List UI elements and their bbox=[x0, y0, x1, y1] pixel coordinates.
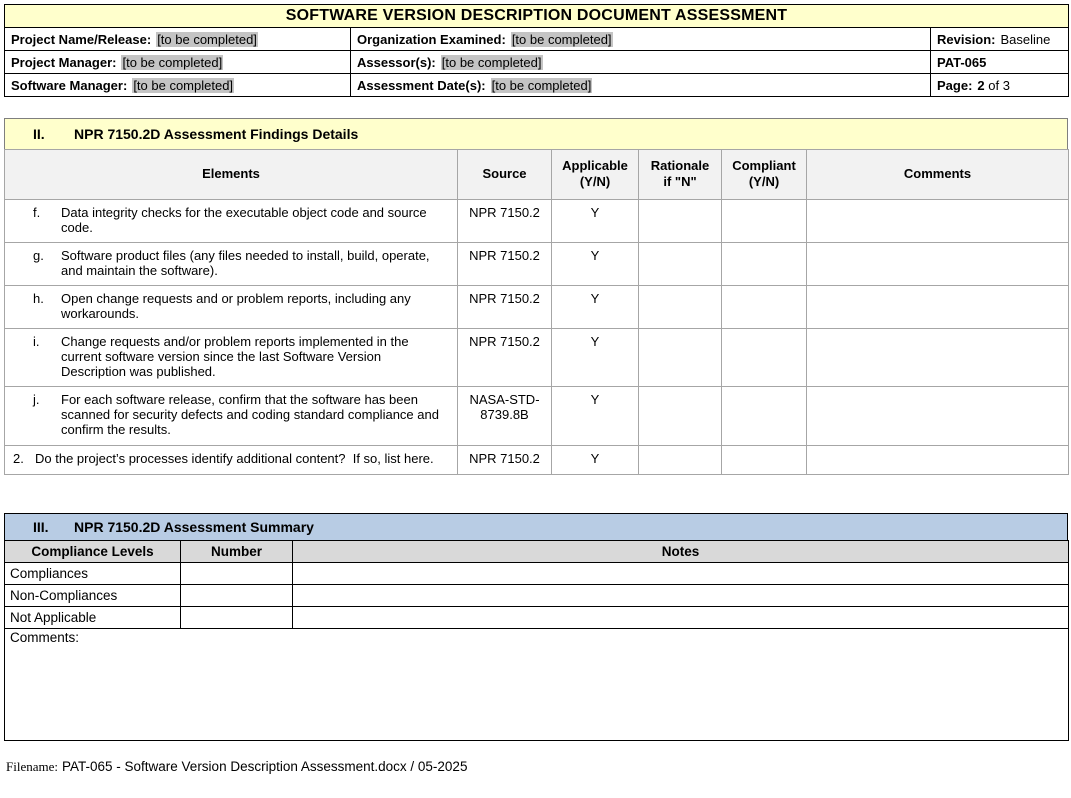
applicable-cell: Y bbox=[552, 199, 639, 242]
revision-label: Revision: bbox=[937, 31, 996, 47]
summary-comments-row bbox=[5, 629, 1069, 741]
element-cell bbox=[5, 242, 458, 285]
info-row-1 bbox=[5, 28, 1069, 51]
findings-row-2 bbox=[5, 445, 1069, 474]
title-bar bbox=[5, 5, 1069, 28]
page-title: SOFTWARE VERSION DESCRIPTION DOCUMENT ASSESSMENT bbox=[285, 7, 788, 24]
col-comments: Comments bbox=[807, 149, 1069, 199]
applicable-cell: Y bbox=[552, 445, 639, 474]
revision-cell bbox=[931, 28, 1069, 51]
col-applicable: Applicable (Y/N) bbox=[552, 149, 639, 199]
page-label: Page: bbox=[937, 77, 973, 93]
section-3-summary bbox=[4, 513, 1068, 742]
source-cell: NPR 7150.2 bbox=[458, 445, 552, 474]
section-3-header-bar bbox=[4, 513, 1068, 542]
findings-row-j bbox=[5, 386, 1069, 445]
findings-row-f bbox=[5, 199, 1069, 242]
col-elements: Elements bbox=[5, 149, 458, 199]
summary-row-non-compliances bbox=[5, 585, 1069, 607]
compliant-cell[interactable] bbox=[722, 445, 807, 474]
element-text: Change requests and/or problem reports implemented in the current software version since the last Software Version Description was published. bbox=[61, 333, 413, 380]
rationale-cell[interactable] bbox=[639, 445, 722, 474]
element-text: Software product files (any files needed to install, build, operate, and maintain the software). bbox=[61, 247, 434, 278]
element-text: Do the project’s processes identify additional content? If so, list here. bbox=[35, 450, 434, 466]
page-footer bbox=[4, 758, 1068, 776]
findings-header-row bbox=[5, 149, 1069, 199]
info-row-2 bbox=[5, 51, 1069, 74]
comments-cell[interactable] bbox=[807, 445, 1069, 474]
compliant-cell[interactable] bbox=[722, 199, 807, 242]
number-cell[interactable] bbox=[181, 563, 293, 585]
element-marker: 2. bbox=[13, 450, 24, 466]
page-cell bbox=[931, 74, 1069, 97]
source-cell: NASA-STD-8739.8B bbox=[458, 386, 552, 445]
filename-text: PAT-065 - Software Version Description Assessment.docx / 05-2025 bbox=[62, 759, 468, 775]
element-text: Data integrity checks for the executable object code and source code. bbox=[61, 204, 431, 235]
software-manager-label: Software Manager: bbox=[11, 77, 128, 93]
number-cell[interactable] bbox=[181, 607, 293, 629]
number-cell[interactable] bbox=[181, 585, 293, 607]
project-name-placeholder[interactable]: [to be completed] bbox=[157, 31, 257, 47]
compliant-cell[interactable] bbox=[722, 386, 807, 445]
assessment-date-label: Assessment Date(s): bbox=[357, 77, 486, 93]
organization-placeholder[interactable]: [to be completed] bbox=[511, 31, 612, 47]
page-of: of 3 bbox=[988, 77, 1010, 93]
rationale-cell[interactable] bbox=[639, 328, 722, 386]
page-number: 2 bbox=[977, 77, 985, 93]
element-marker: j. bbox=[33, 391, 40, 407]
compliant-cell[interactable] bbox=[722, 242, 807, 285]
applicable-cell: Y bbox=[552, 386, 639, 445]
rationale-cell[interactable] bbox=[639, 386, 722, 445]
findings-table bbox=[4, 149, 1069, 475]
col-compliance-levels: Compliance Levels bbox=[5, 541, 181, 563]
comments-cell[interactable] bbox=[807, 386, 1069, 445]
software-manager-cell bbox=[5, 74, 351, 97]
element-cell bbox=[5, 386, 458, 445]
rationale-cell[interactable] bbox=[639, 242, 722, 285]
source-cell: NPR 7150.2 bbox=[458, 199, 552, 242]
summary-row-not-applicable bbox=[5, 607, 1069, 629]
source-cell: NPR 7150.2 bbox=[458, 242, 552, 285]
project-name-cell bbox=[5, 28, 351, 51]
rationale-cell[interactable] bbox=[639, 199, 722, 242]
rationale-cell[interactable] bbox=[639, 285, 722, 328]
comments-cell[interactable] bbox=[807, 285, 1069, 328]
col-compliant: Compliant (Y/N) bbox=[722, 149, 807, 199]
section-2-header-bar bbox=[4, 118, 1068, 150]
filename-label: Filename: bbox=[6, 759, 58, 775]
pat-id: PAT-065 bbox=[937, 54, 987, 70]
summary-header-row bbox=[5, 541, 1069, 563]
info-row-3 bbox=[5, 74, 1069, 97]
assessor-cell bbox=[351, 51, 931, 74]
findings-row-h bbox=[5, 285, 1069, 328]
compliance-level-label: Non-Compliances bbox=[5, 585, 181, 607]
revision-value: Baseline bbox=[1000, 31, 1051, 47]
findings-row-g bbox=[5, 242, 1069, 285]
assessor-placeholder[interactable]: [to be completed] bbox=[441, 54, 542, 70]
organization-label: Organization Examined: bbox=[357, 31, 506, 47]
element-cell bbox=[5, 328, 458, 386]
organization-cell bbox=[351, 28, 931, 51]
compliance-level-label: Compliances bbox=[5, 563, 181, 585]
assessor-label: Assessor(s): bbox=[357, 54, 436, 70]
header-info-table bbox=[4, 4, 1069, 97]
project-manager-cell bbox=[5, 51, 351, 74]
summary-table bbox=[4, 540, 1069, 741]
assessment-date-placeholder[interactable]: [to be completed] bbox=[491, 77, 592, 93]
section-3-title: NPR 7150.2D Assessment Summary bbox=[74, 519, 314, 536]
element-marker: h. bbox=[33, 290, 44, 306]
element-text: For each software release, confirm that the software has been scanned for security defects and coding standard compliance and confirm the results. bbox=[61, 391, 443, 438]
source-cell: NPR 7150.2 bbox=[458, 328, 552, 386]
project-manager-label: Project Manager: bbox=[11, 54, 117, 70]
comments-cell[interactable] bbox=[807, 199, 1069, 242]
compliant-cell[interactable] bbox=[722, 285, 807, 328]
element-marker: f. bbox=[33, 204, 41, 220]
section-3-number: III. bbox=[33, 519, 49, 536]
project-manager-placeholder[interactable]: [to be completed] bbox=[122, 54, 223, 70]
comments-cell[interactable] bbox=[807, 328, 1069, 386]
section-2-findings bbox=[4, 118, 1068, 475]
element-marker: g. bbox=[33, 247, 44, 263]
col-rationale: Rationale if "N" bbox=[639, 149, 722, 199]
assessment-date-cell bbox=[351, 74, 931, 97]
source-cell: NPR 7150.2 bbox=[458, 285, 552, 328]
pat-id-cell bbox=[931, 51, 1069, 74]
comments-cell[interactable] bbox=[807, 242, 1069, 285]
summary-row-compliances bbox=[5, 563, 1069, 585]
section-2-number: II. bbox=[33, 126, 45, 142]
element-cell bbox=[5, 445, 458, 474]
compliance-level-label: Not Applicable bbox=[5, 607, 181, 629]
col-source: Source bbox=[458, 149, 552, 199]
col-notes: Notes bbox=[293, 541, 1069, 563]
software-manager-placeholder[interactable]: [to be completed] bbox=[133, 77, 234, 93]
applicable-cell: Y bbox=[552, 328, 639, 386]
applicable-cell: Y bbox=[552, 242, 639, 285]
section-2-title: NPR 7150.2D Assessment Findings Details bbox=[74, 126, 359, 142]
applicable-cell: Y bbox=[552, 285, 639, 328]
compliant-cell[interactable] bbox=[722, 328, 807, 386]
notes-cell[interactable] bbox=[293, 563, 1069, 585]
summary-comments-area[interactable] bbox=[5, 629, 1069, 741]
title-row bbox=[5, 5, 1069, 28]
element-cell bbox=[5, 199, 458, 242]
project-name-label: Project Name/Release: bbox=[11, 31, 152, 47]
element-cell bbox=[5, 285, 458, 328]
notes-cell[interactable] bbox=[293, 607, 1069, 629]
notes-cell[interactable] bbox=[293, 585, 1069, 607]
findings-row-i bbox=[5, 328, 1069, 386]
col-number: Number bbox=[181, 541, 293, 563]
element-text: Open change requests and or problem reports, including any workarounds. bbox=[61, 290, 415, 321]
summary-comments-label: Comments: bbox=[10, 630, 80, 646]
element-marker: i. bbox=[33, 333, 40, 349]
